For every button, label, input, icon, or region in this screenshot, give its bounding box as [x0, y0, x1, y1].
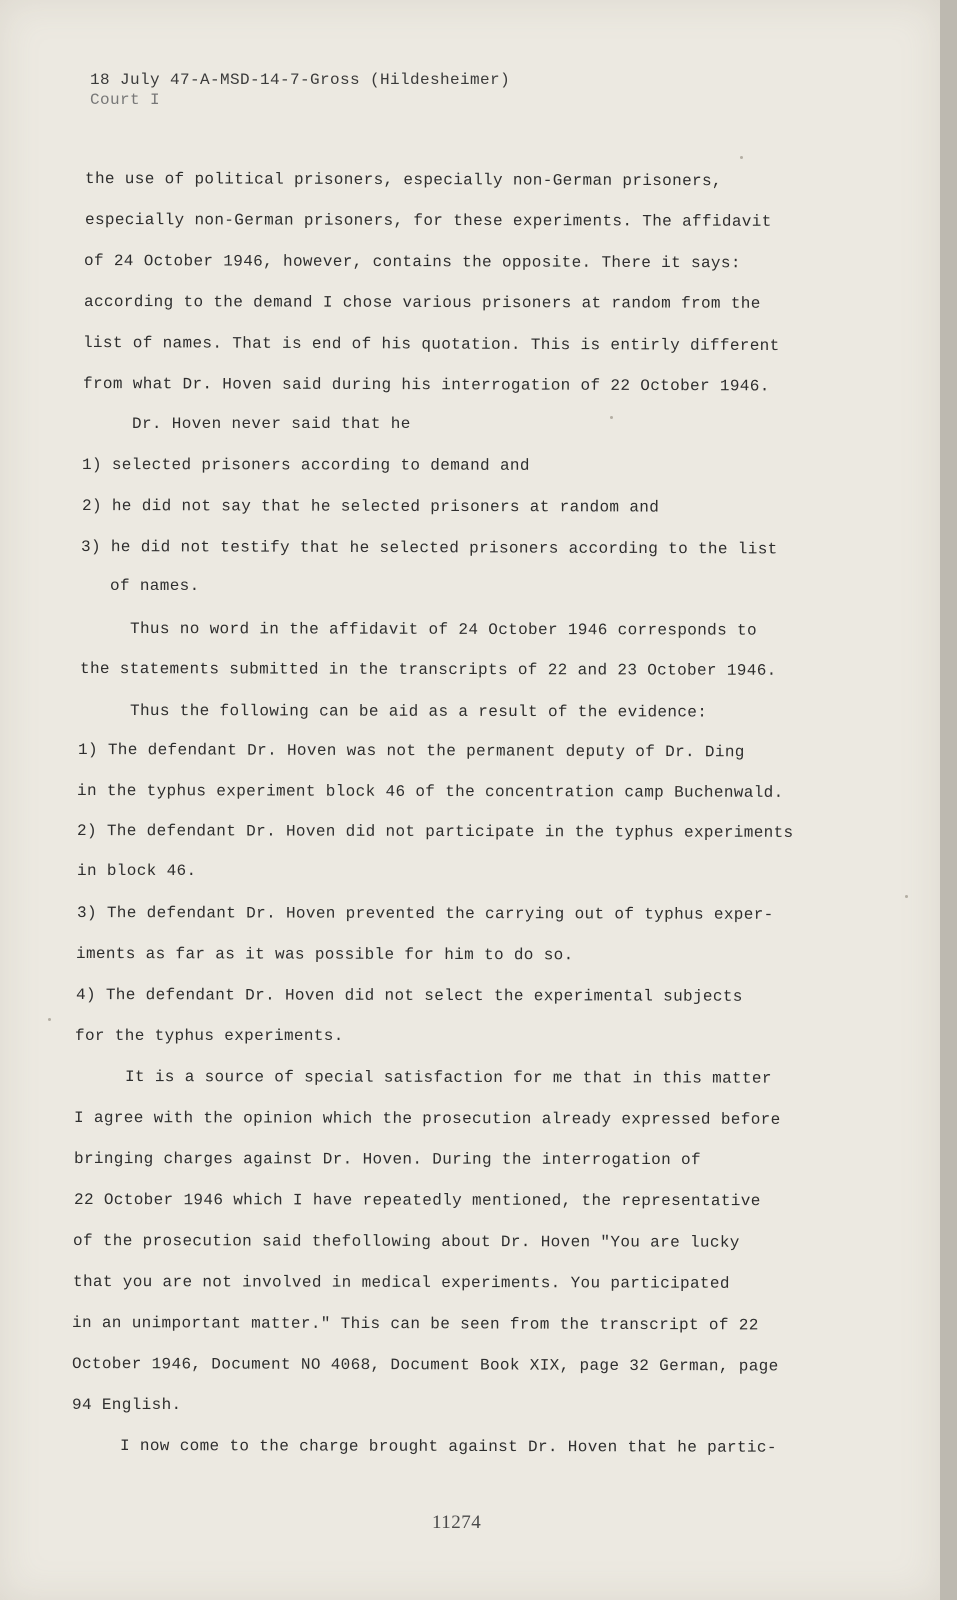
list-item: 1) The defendant Dr. Hoven was not the permanent deputy of Dr. Ding	[77, 741, 745, 762]
scan-edge	[940, 0, 957, 1600]
paper-speck	[610, 416, 613, 419]
text-line: 94 English.	[72, 1396, 182, 1414]
text-line: I agree with the opinion which the prosecution already expressed before	[73, 1109, 781, 1129]
paper-speck	[48, 1018, 51, 1021]
page-number: 11274	[432, 1512, 482, 1533]
list-item: 2) he did not say that he selected prisoners at random and	[81, 497, 660, 517]
text-line: Dr. Hoven never said that he	[132, 415, 411, 433]
list-item: 4) The defendant Dr. Hoven did not select the experimental subjects	[75, 986, 743, 1006]
list-item: in block 46.	[77, 862, 197, 880]
list-item: 1) selected prisoners according to demand and	[81, 456, 530, 475]
text-line: especially non-German prisoners, for these experiments. The affidavit	[84, 211, 772, 231]
paper-speck	[905, 895, 908, 898]
text-line: of the prosecution said thefollowing about Dr. Hoven "You are lucky	[72, 1232, 740, 1252]
text-line: that you are not involved in medical experiments. You participated	[72, 1273, 730, 1293]
list-item: iments as far as it was possible for him to do so.	[75, 945, 574, 965]
text-line: bringing charges against Dr. Hoven. During the interrogation of	[73, 1150, 701, 1170]
paper-speck	[740, 156, 743, 159]
text-line: Thus no word in the affidavit of 24 October 1946 corresponds to	[129, 620, 757, 640]
list-item: 2) The defendant Dr. Hoven did not participate in the typhus experiments	[76, 822, 794, 842]
text-line: October 1946, Document NO 4068, Document Book XIX, page 32 German, page	[71, 1355, 779, 1376]
text-line: of names.	[110, 577, 200, 595]
text-line: according to the demand I chose various prisoners at random from the	[83, 293, 761, 313]
text-line: list of names. That is end of his quotation. This is entirly different	[82, 334, 780, 356]
list-item: 3) he did not testify that he selected prisoners according to the list	[80, 538, 778, 559]
list-item: for the typhus experiments.	[75, 1027, 344, 1045]
text-line: from what Dr. Hoven said during his interrogation of 22 October 1946.	[82, 375, 770, 396]
text-line: I now come to the charge brought against Dr. Hoven that he partic-	[119, 1437, 777, 1457]
text-line: 22 October 1946 which I have repeatedly mentioned, the representative	[73, 1191, 761, 1211]
court-line: Court I	[90, 91, 161, 109]
text-line: the use of political prisoners, especially non-German prisoners,	[84, 170, 722, 191]
text-line: the statements submitted in the transcripts of 22 and 23 October 1946.	[79, 660, 777, 680]
document-header	[90, 70, 510, 110]
list-item: in the typhus experiment block 46 of the concentration camp Buchenwald.	[76, 782, 784, 802]
list-item: 3) The defendant Dr. Hoven prevented the carrying out of typhus exper-	[76, 904, 774, 924]
text-line: of 24 October 1946, however, contains the opposite. There it says:	[83, 252, 741, 273]
text-line: in an unimportant matter." This can be seen from the transcript of 22	[71, 1314, 759, 1335]
text-line: Thus the following can be aid as a result of the evidence:	[129, 702, 708, 722]
reference-line: 18 July 47-A-MSD-14-7-Gross (Hildesheimer)	[90, 71, 511, 89]
text-line: It is a source of special satisfaction for me that in this matter	[124, 1068, 772, 1088]
